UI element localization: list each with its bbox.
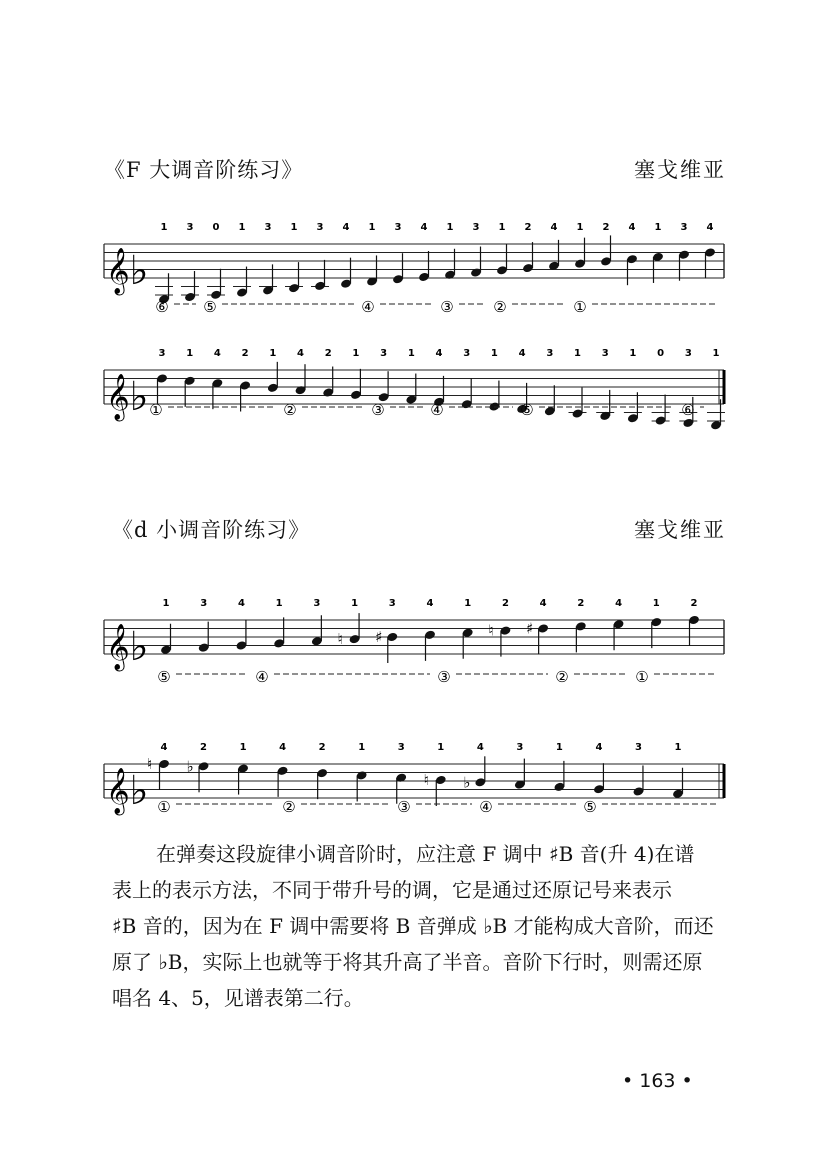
- fingering-number: 1: [576, 222, 584, 233]
- string-number: ③: [437, 668, 451, 686]
- fingering-number: 1: [464, 598, 472, 609]
- string-number: ②: [283, 401, 297, 419]
- fingering-number: 3: [388, 598, 396, 609]
- fingering-number: 4: [237, 598, 245, 609]
- accidental: ♭: [463, 773, 471, 792]
- string-number: ①: [635, 668, 649, 686]
- fingering-number: 2: [690, 598, 698, 609]
- string-number: ④: [361, 298, 375, 316]
- staff-system-1: [104, 222, 724, 316]
- fingering-number: 1: [162, 598, 170, 609]
- fingering-number: 2: [501, 598, 509, 609]
- fingering-number: 1: [574, 348, 581, 359]
- string-number: ③: [440, 298, 454, 316]
- fingering-number: 1: [446, 222, 454, 233]
- fingering-number: 1: [368, 222, 376, 233]
- accidental: ♮: [147, 755, 153, 773]
- fingering-number: 2: [241, 348, 249, 359]
- fingering-number: 2: [577, 598, 585, 609]
- string-number: ④: [430, 401, 444, 419]
- fingering-number: 1: [654, 222, 662, 233]
- treble-clef-with-flat: 𝄞♭: [106, 374, 149, 420]
- paragraph-line: ♯B 音的，因为在 F 调中需要将 B 音弹成 ♭B 才能构成大音阶，而还: [112, 914, 714, 938]
- fingering-number: 3: [313, 598, 321, 609]
- fingering-number: 3: [397, 742, 405, 753]
- paragraph-line: 在弹奏这段旋律小调音阶时，应注意 F 调中 ♯B 音(升 4)在谱: [156, 842, 695, 866]
- fingering-number: 3: [634, 742, 642, 753]
- composer-d-minor: 塞戈维亚: [634, 518, 726, 542]
- fingering-number: 0: [212, 222, 220, 233]
- string-number: ⑤: [157, 668, 171, 686]
- fingering-number: 4: [706, 222, 714, 233]
- paragraph-line: 原了 ♭B，实际上也就等于将其升高了半音。音阶下行时，则需还原: [112, 950, 703, 974]
- fingering-number: 1: [712, 348, 720, 359]
- fingering-number: 4: [435, 348, 443, 359]
- paragraph-line: 唱名 4、5，见谱表第二行。: [112, 986, 364, 1010]
- fingering-number: 4: [342, 222, 350, 233]
- string-number: ①: [149, 401, 163, 419]
- string-number: ④: [255, 668, 269, 686]
- fingering-number: 1: [490, 348, 498, 359]
- composer-f-major: 塞戈维亚: [634, 158, 726, 182]
- fingering-number: 3: [380, 348, 388, 359]
- fingering-number: 4: [518, 348, 526, 359]
- fingering-number: 3: [463, 348, 471, 359]
- fingering-number: 3: [264, 222, 272, 233]
- fingering-number: 2: [524, 222, 532, 233]
- accidental: ♭: [186, 757, 194, 776]
- fingering-number: 1: [269, 348, 277, 359]
- paragraph-line: 表上的表示方法，不同于带升号的调，它是通过还原记号来表示: [112, 878, 672, 902]
- string-number: ④: [479, 798, 493, 816]
- fingering-number: 3: [158, 348, 166, 359]
- string-number: ⑤: [203, 298, 217, 316]
- fingering-number: 0: [657, 348, 665, 359]
- fingering-number: 1: [407, 348, 415, 359]
- accidental: ♮: [337, 630, 343, 649]
- accidental: ♮: [488, 621, 494, 640]
- section-title-f-major: 《F 大调音阶练习》: [104, 158, 304, 182]
- fingering-number: 4: [595, 742, 603, 753]
- fingering-number: 1: [358, 742, 366, 753]
- staff-system-3: [104, 598, 724, 686]
- accidental: ♯: [375, 628, 383, 646]
- fingering-number: 4: [550, 222, 558, 233]
- staff-system-2: [104, 348, 725, 431]
- fingering-number: 1: [629, 348, 637, 359]
- string-number: ②: [555, 668, 569, 686]
- fingering-number: 1: [186, 348, 194, 359]
- fingering-number: 1: [160, 222, 168, 233]
- fingering-number: 3: [546, 348, 554, 359]
- fingering-number: 1: [275, 598, 283, 609]
- fingering-number: 4: [160, 742, 168, 753]
- fingering-number: 3: [684, 348, 692, 359]
- fingering-number: 4: [420, 222, 428, 233]
- string-number: ③: [397, 798, 411, 816]
- string-number: ⑤: [520, 401, 534, 419]
- fingering-number: 2: [602, 222, 610, 233]
- treble-clef-with-flat: 𝄞♭: [106, 624, 149, 670]
- accidental: ♮: [423, 771, 430, 790]
- fingering-number: 1: [352, 348, 360, 359]
- fingering-number: 2: [318, 742, 326, 753]
- fingering-number: 4: [476, 742, 484, 753]
- section-title-d-minor: 《d 小调音阶练习》: [112, 518, 311, 542]
- string-number: ①: [573, 298, 587, 316]
- fingering-number: 3: [680, 222, 688, 233]
- accidental: ♯: [526, 619, 534, 638]
- string-number: ⑥: [681, 401, 695, 419]
- fingering-number: 4: [213, 348, 221, 359]
- string-number: ③: [371, 401, 385, 419]
- fingering-number: 1: [498, 222, 506, 233]
- treble-clef-with-flat: 𝄞♭: [106, 768, 149, 814]
- string-number: ②: [282, 798, 296, 816]
- string-number: ①: [157, 798, 171, 816]
- fingering-number: 1: [674, 742, 682, 753]
- fingering-number: 4: [279, 742, 287, 753]
- fingering-number: 3: [472, 222, 480, 233]
- fingering-number: 2: [324, 348, 332, 359]
- staff-system-4: [104, 742, 724, 816]
- string-number: ⑤: [583, 798, 597, 816]
- fingering-number: 1: [290, 222, 298, 233]
- fingering-number: 1: [238, 222, 246, 233]
- fingering-number: 1: [437, 742, 445, 753]
- string-number: ⑥: [155, 298, 169, 316]
- fingering-number: 3: [316, 222, 324, 233]
- fingering-number: 4: [615, 598, 623, 609]
- fingering-number: 1: [239, 742, 247, 753]
- fingering-number: 3: [601, 348, 609, 359]
- fingering-number: 4: [297, 348, 304, 359]
- explanation-paragraph: [112, 836, 730, 1016]
- fingering-number: 1: [652, 598, 660, 609]
- fingering-number: 3: [394, 222, 402, 233]
- fingering-number: 4: [628, 222, 636, 233]
- fingering-number: 3: [516, 742, 524, 753]
- page-number: • 163 •: [622, 1070, 693, 1092]
- fingering-number: 4: [426, 598, 434, 609]
- fingering-number: 2: [200, 742, 208, 753]
- fingering-number: 4: [539, 598, 547, 609]
- fingering-number: 3: [186, 222, 194, 233]
- string-number: ②: [493, 298, 507, 316]
- fingering-number: 1: [351, 598, 359, 609]
- treble-clef-with-flat: 𝄞♭: [106, 248, 149, 294]
- fingering-number: 3: [200, 598, 208, 609]
- fingering-number: 1: [555, 742, 563, 753]
